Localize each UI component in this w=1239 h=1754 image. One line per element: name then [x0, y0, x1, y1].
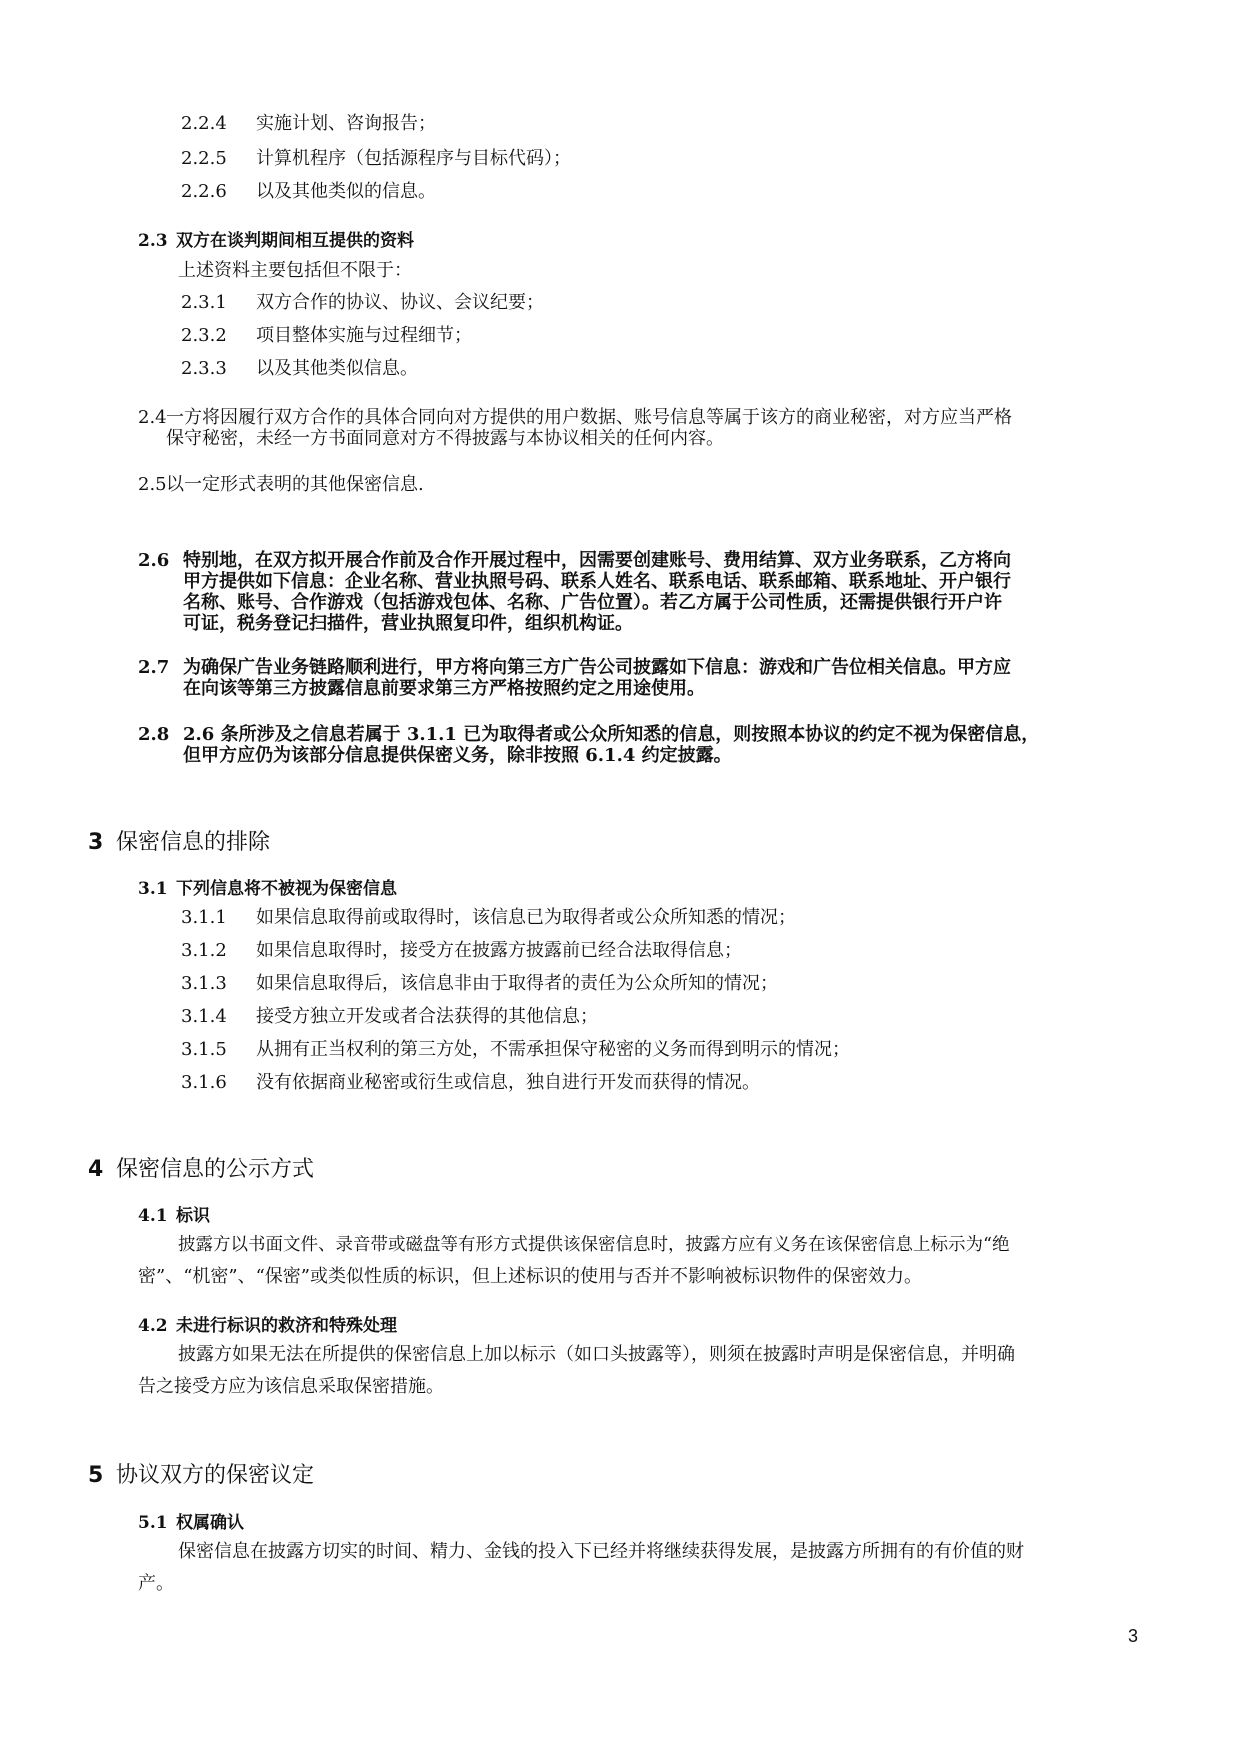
subsection-heading-2-3 — [138, 230, 414, 252]
list-item — [181, 181, 436, 203]
list-item — [181, 292, 544, 314]
clause-text: 2.6 条所涉及之信息若属于 3.1.1 已为取得者或公众所知悉的信息，则按照本协议的约定不视为保密信息， — [183, 724, 1040, 745]
item-text: 接受方独立开发或者合法获得的其他信息； — [256, 1006, 598, 1027]
subsection-number: 4.1 — [138, 1206, 168, 1226]
subsection-title: 未进行标识的救济和特殊处理 — [176, 1316, 397, 1336]
clause-2-4-line2: 保守秘密，未经一方书面同意对方不得披露与本协议相关的任何内容。 — [166, 428, 724, 449]
section-number: 3 — [88, 830, 104, 855]
paragraph-5-1-line1: 保密信息在披露方切实的时间、精力、金钱的投入下已经并将继续获得发展，是披露方所拥有的有价值的财 — [178, 1541, 1024, 1562]
item-number: 2.3.3 — [181, 358, 227, 379]
subsection-title: 标识 — [176, 1206, 210, 1226]
list-item — [181, 113, 436, 135]
list-item — [181, 940, 742, 962]
item-text: 以及其他类似信息。 — [256, 358, 418, 379]
item-number: 2.2.4 — [181, 113, 227, 134]
subsection-number: 2.3 — [138, 231, 168, 251]
clause-number: 2.6 — [138, 550, 170, 571]
section-number: 5 — [88, 1463, 104, 1488]
subsection-heading-3-1 — [138, 878, 397, 900]
item-number: 3.1.3 — [181, 973, 227, 994]
clause-2-6-line2: 甲方提供如下信息：企业名称、营业执照号码、联系人姓名、联系电话、联系邮箱、联系地址、开户银行 — [183, 571, 1011, 592]
section-number: 4 — [88, 1157, 104, 1182]
subsection-title: 下列信息将不被视为保密信息 — [176, 879, 397, 899]
clause-2-7-line2: 在向该等第三方披露信息前要求第三方严格按照约定之用途使用。 — [183, 678, 705, 699]
item-number: 3.1.6 — [181, 1072, 227, 1093]
item-text: 以及其他类似的信息。 — [256, 181, 436, 202]
list-item — [181, 1039, 850, 1061]
section-heading-5 — [88, 1462, 314, 1490]
clause-text: 特别地，在双方拟开展合作前及合作开展过程中，因需要创建账号、费用结算、双方业务联系，乙方将向 — [183, 550, 1011, 571]
list-item — [181, 973, 778, 995]
paragraph-4-1-line2: 密”、“机密”、“保密”或类似性质的标识，但上述标识的使用与否并不影响被标识物件的保密效力。 — [138, 1266, 923, 1287]
section-title: 保密信息的公示方式 — [116, 1157, 315, 1182]
clause-text: 为确保广告业务链路顺利进行，甲方将向第三方广告公司披露如下信息：游戏和广告位相关信息。甲方应 — [183, 657, 1011, 678]
item-number: 3.1.5 — [181, 1039, 227, 1060]
clause-2-6-line1 — [138, 550, 1011, 572]
clause-number: 2.7 — [138, 657, 170, 678]
item-number: 2.2.5 — [181, 148, 227, 169]
list-item — [181, 148, 571, 170]
section-heading-4 — [88, 1156, 314, 1184]
item-number: 3.1.2 — [181, 940, 227, 961]
paragraph-4-2-line2: 告之接受方应为该信息采取保密措施。 — [138, 1376, 444, 1397]
clause-2-8-line2: 但甲方应仍为该部分信息提供保密义务，除非按照 6.1.4 约定披露。 — [183, 745, 732, 766]
subsection-number: 5.1 — [138, 1513, 168, 1533]
subsection-intro: 上述资料主要包括但不限于： — [178, 260, 412, 281]
clause-text: 以一定形式表明的其他保密信息. — [166, 474, 424, 495]
clause-2-4-line1 — [138, 407, 1012, 429]
list-item — [181, 358, 418, 380]
item-number: 3.1.4 — [181, 1006, 227, 1027]
paragraph-4-1-line1: 披露方以书面文件、录音带或磁盘等有形方式提供该保密信息时，披露方应有义务在该保密信息上标示为“绝 — [178, 1235, 1010, 1255]
clause-2-5 — [138, 474, 424, 496]
paragraph-5-1-line2: 产。 — [138, 1573, 174, 1594]
item-number: 2.3.1 — [181, 292, 227, 313]
paragraph-4-2-line1: 披露方如果无法在所提供的保密信息上加以标示（如口头披露等），则须在披露时声明是保密信息，并明确 — [178, 1344, 1015, 1365]
list-item — [181, 325, 472, 347]
section-title: 保密信息的排除 — [116, 830, 271, 855]
clause-2-6-line4: 可证，税务登记扫描件，营业执照复印件，组织机构证。 — [183, 613, 633, 634]
subsection-number: 4.2 — [138, 1316, 168, 1336]
subsection-heading-5-1 — [138, 1512, 244, 1534]
item-text: 实施计划、咨询报告； — [256, 113, 436, 134]
subsection-title: 双方在谈判期间相互提供的资料 — [176, 231, 414, 251]
clause-2-7-line1 — [138, 657, 1011, 679]
subsection-number: 3.1 — [138, 879, 168, 899]
subsection-heading-4-1 — [138, 1205, 210, 1227]
item-text: 如果信息取得前或取得时，该信息已为取得者或公众所知悉的情况； — [256, 907, 796, 928]
list-item — [181, 1006, 598, 1028]
item-text: 计算机程序（包括源程序与目标代码）； — [256, 148, 571, 169]
clause-number: 2.8 — [138, 724, 170, 745]
section-title: 协议双方的保密议定 — [116, 1463, 315, 1488]
item-text: 双方合作的协议、协议、会议纪要； — [256, 292, 544, 313]
clause-text: 一方将因履行双方合作的具体合同向对方提供的用户数据、账号信息等属于该方的商业秘密，对方应当严格 — [166, 407, 1012, 428]
item-text: 没有依据商业秘密或衍生或信息，独自进行开发而获得的情况。 — [256, 1072, 760, 1093]
item-text: 从拥有正当权利的第三方处，不需承担保守秘密的义务而得到明示的情况； — [256, 1039, 850, 1060]
clause-2-6-line3: 名称、账号、合作游戏（包括游戏包体、名称、广告位置）。若乙方属于公司性质，还需提供银行开户许 — [183, 592, 1002, 613]
clause-number: 2.4 — [138, 407, 167, 428]
clause-number: 2.5 — [138, 474, 167, 495]
list-item — [181, 907, 796, 929]
item-number: 3.1.1 — [181, 907, 227, 928]
subsection-title: 权属确认 — [176, 1513, 244, 1533]
page-number: 3 — [1128, 1626, 1139, 1646]
item-text: 如果信息取得时，接受方在披露方披露前已经合法取得信息； — [256, 940, 742, 961]
item-text: 项目整体实施与过程细节； — [256, 325, 472, 346]
section-heading-3 — [88, 829, 270, 857]
clause-2-8-line1 — [138, 724, 1039, 746]
item-number: 2.2.6 — [181, 181, 227, 202]
subsection-heading-4-2 — [138, 1315, 397, 1337]
item-text: 如果信息取得后，该信息非由于取得者的责任为公众所知的情况； — [256, 973, 778, 994]
item-number: 2.3.2 — [181, 325, 227, 346]
list-item — [181, 1072, 760, 1094]
